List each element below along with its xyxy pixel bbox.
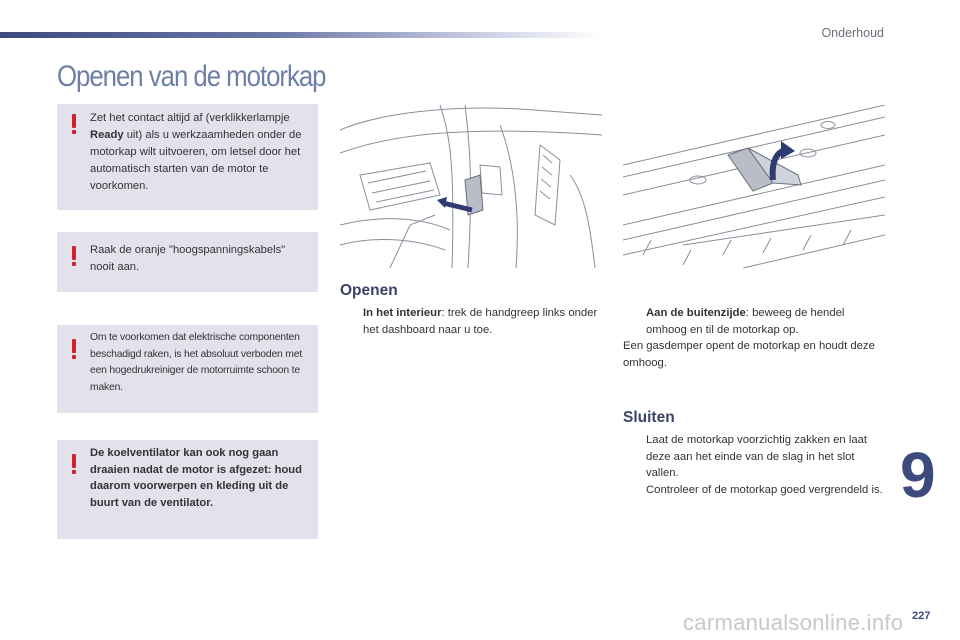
step-interior (340, 305, 602, 338)
sluiten-steps (623, 432, 885, 498)
warning-text: Raak de oranje "hoogspanningskabels" nooit aan. (90, 244, 286, 273)
warning-text-bold: Ready (90, 129, 124, 141)
chapter-number: 9 (900, 439, 934, 511)
warning-box-fan (57, 440, 318, 539)
page-number: 227 (912, 610, 931, 622)
step-bold: Aan de buitenzijde (646, 307, 746, 319)
header-gradient-bar (0, 32, 600, 38)
step-text: Controleer of de motorkap goed vergrendeld is. (646, 483, 883, 496)
interior-release-illustration (340, 105, 602, 268)
warning-box-cables (57, 232, 318, 292)
step-text: : trek de handgreep links onder het dashboard naar u toe. (363, 307, 598, 336)
warning-text: De koelventilator kan ook nog gaan draaien nadat de motor is afgezet: houd daarom voorwerpen en kleding uit de buurt van de ventilator. (90, 447, 302, 509)
list-item (623, 482, 885, 499)
step-text: : beweeg de hendel omhoog en til de motorkap op. (646, 307, 845, 336)
gas-strut-note: Een gasdemper opent de motorkap en houdt deze omhoog. (623, 340, 875, 369)
interior-dashboard-drawing (340, 105, 602, 268)
list-item (623, 432, 885, 482)
warning-icon (70, 114, 78, 134)
warning-text-post: uit) als u werkzaamheden onder de motorkap wilt uitvoeren, om letsel door het automatisch starten van de motor te voorkomen. (90, 129, 302, 192)
warning-text: Om te voorkomen dat elektrische componenten beschadigd raken, is het absoluut verboden met een hogedrukreiniger de motorruimte schoon te maken. (90, 332, 303, 393)
page-title: Openen van de motorkap (57, 60, 326, 93)
step-bold: In het interieur (363, 307, 442, 319)
watermark: carmanualsonline.info (683, 610, 904, 635)
hood-front-drawing (623, 105, 885, 268)
step-text: Laat de motorkap voorzichtig zakken en laat deze aan het einde van de slag in het slot vallen. (646, 434, 868, 479)
section-label: Onderhoud (821, 26, 884, 40)
warning-icon (70, 339, 78, 359)
heading-sluiten: Sluiten (623, 409, 675, 426)
heading-openen: Openen (340, 282, 398, 299)
warning-icon (70, 454, 78, 474)
warning-text-pre: Zet het contact altijd af (verklikkerlampje (90, 112, 290, 124)
warning-box-contact (57, 104, 318, 210)
step-exterior (623, 305, 885, 371)
warning-box-pressure-washer (57, 325, 318, 413)
exterior-lever-illustration (623, 105, 885, 268)
warning-icon (70, 246, 78, 266)
